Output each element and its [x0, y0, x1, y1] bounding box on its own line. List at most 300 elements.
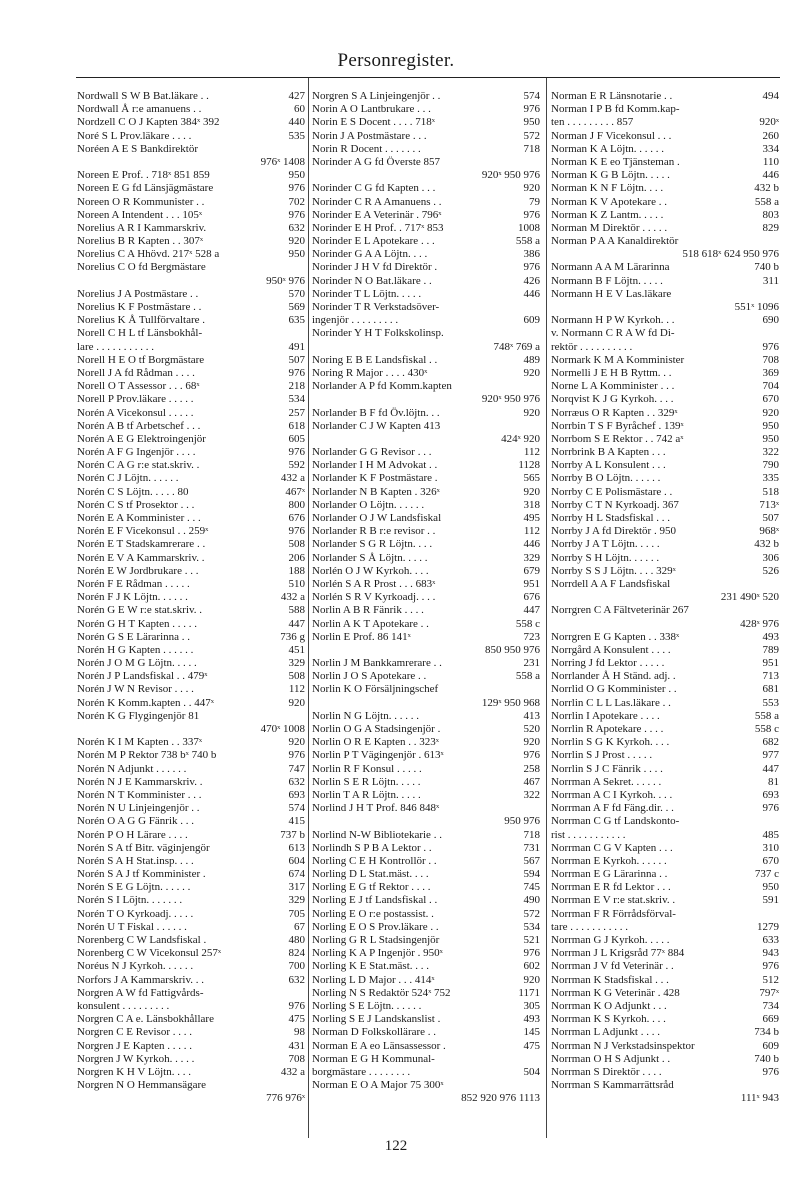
entry-name: Norén K I M Kapten . . 337ˣ: [77, 736, 203, 749]
entry-name: Norlin P T Vägingenjör . 613ˣ: [312, 749, 444, 762]
entry-name: Norén M P Rektor 738 bˣ 740 b: [77, 749, 217, 762]
entry-page-refs: 632: [288, 775, 305, 788]
entry-name: Norrlin S G K Kyrkoh. . . .: [551, 736, 670, 749]
entry-page-refs: 518 618ˣ 624 950 976: [682, 248, 779, 261]
entry-page-refs: 803: [762, 208, 779, 221]
entry-name: Norling D L Stat.mäst. . . .: [312, 868, 429, 881]
entry-name: Norlander S Å Löjtn. . . . .: [312, 551, 428, 564]
entry-page-refs: 800: [288, 498, 305, 511]
entry-name: Norenberg C W Landsfiskal .: [77, 934, 207, 946]
entry-name: Norlander I H M Advokat . .: [312, 459, 438, 472]
register-entry: [77, 512, 305, 525]
entry-name: Norén E F Vicekonsul . . 259ˣ: [77, 525, 209, 538]
entry-name: Norinder C G fd Kapten . . .: [312, 182, 436, 195]
register-entry: [77, 723, 305, 736]
entry-name: Norén C J Löjtn. . . . . .: [77, 472, 179, 485]
entry-name: Norqvist K J G Kyrkoh. . . .: [551, 393, 674, 406]
entry-name: borgmästare . . . . . . . .: [312, 1065, 411, 1078]
register-entry: [551, 407, 779, 420]
entry-name: Norén N T Komminister . . .: [77, 788, 202, 801]
entry-name: Norfors J A Kammarskriv. . .: [77, 973, 204, 986]
entry-page-refs: 507: [762, 512, 779, 524]
register-entry: [77, 974, 305, 987]
register-entry: [312, 697, 540, 710]
register-entry: [551, 486, 779, 499]
entry-page-refs: 518: [762, 485, 779, 498]
register-entry: [312, 472, 540, 485]
entry-page-refs: 485: [762, 828, 779, 841]
entry-page-refs: 734 b: [754, 1026, 779, 1039]
entry-page-refs: 976: [288, 182, 305, 195]
register-entry: [312, 499, 540, 512]
register-entry: [312, 842, 540, 855]
entry-page-refs: 491: [288, 340, 305, 353]
entry-page-refs: 470ˣ 1008: [260, 723, 305, 735]
entry-name: Norén P O H Lärare . . . .: [77, 828, 188, 841]
register-entry: [551, 1040, 779, 1053]
entry-name: Noreen E G fd Länsjägmästare: [77, 182, 214, 195]
entry-name: Norlin S E R Löjtn. . . . .: [312, 775, 421, 788]
entry-page-refs: 111ˣ 943: [740, 1092, 779, 1105]
entry-name: Norlin A B R Fänrik . . . .: [312, 604, 424, 617]
register-entry: [551, 209, 779, 222]
entry-page-refs: 920: [523, 366, 540, 379]
register-entry: [312, 301, 540, 314]
register-entry: [551, 538, 779, 551]
entry-page-refs: 676: [288, 512, 305, 524]
entry-page-refs: 535: [288, 129, 305, 142]
entry-name: Norén H G Kapten . . . . . .: [77, 643, 194, 656]
page-number: 122: [384, 1138, 408, 1154]
entry-name: Norlin R F Konsul . . . . .: [312, 762, 422, 775]
register-entry: [312, 130, 540, 143]
register-entry: [77, 301, 305, 314]
register-entry: [551, 182, 779, 195]
register-entry: [551, 235, 779, 248]
register-entry: [312, 829, 540, 842]
entry-name: Norring J fd Lektor . . . . .: [551, 657, 665, 670]
entry-page-refs: 920: [523, 973, 540, 986]
entry-name: Norrlander Å H Ständ. adj. .: [551, 670, 676, 683]
register-entry: [312, 486, 540, 499]
register-entry: [551, 776, 779, 789]
entry-page-refs: 446: [762, 169, 779, 182]
entry-name: Norén A Vicekonsul . . . . .: [77, 406, 194, 419]
entry-name: Norlander N B Kapten . 326ˣ: [312, 485, 440, 498]
register-entry: [312, 710, 540, 723]
entry-name: Norell H E O tf Borgmästare: [77, 353, 205, 366]
register-entry: [551, 763, 779, 776]
entry-page-refs: 708: [288, 1052, 305, 1065]
entry-name: Norman E O A Major 75 300ˣ: [312, 1079, 444, 1092]
register-entry: [77, 618, 305, 631]
entry-page-refs: 976ˣ 1408: [260, 155, 305, 168]
entry-name: Norling S E J Landskanslist .: [312, 1013, 441, 1026]
register-entry: [77, 1040, 305, 1053]
entry-name: Norinder J H V fd Direktör .: [312, 261, 438, 274]
entry-page-refs: 257: [288, 406, 305, 419]
entry-page-refs: 572: [523, 129, 540, 142]
entry-name: Norlin J O S Apotekare . .: [312, 670, 427, 683]
register-entry: [312, 987, 540, 1000]
entry-name: Norinder E A Veterinär . 796ˣ: [312, 208, 442, 221]
entry-name: Norling E G tf Rektor . . . .: [312, 881, 431, 894]
entry-name: Norén U T Fiskal . . . . . .: [77, 920, 187, 933]
entry-name: Norling E O S Prov.läkare . .: [312, 920, 439, 933]
entry-name: Norén A E G Elektroingenjör: [77, 432, 206, 445]
entry-name: Norén A B tf Arbetschef . . .: [77, 419, 201, 432]
register-entry: [312, 908, 540, 921]
entry-name: Norenberg C W Vicekonsul 257ˣ: [77, 947, 222, 960]
register-entry: [312, 538, 540, 551]
register-entry: [77, 433, 305, 446]
entry-name: Normelli J E H B Ryttm. . .: [551, 366, 672, 379]
register-entry: [551, 459, 779, 472]
register-entry: [551, 604, 779, 617]
entry-name: Norrbin T S F Byråchef . 139ˣ: [551, 419, 684, 432]
register-entry: [551, 275, 779, 288]
entry-page-refs: 605: [288, 432, 305, 445]
register-entry: [551, 960, 779, 973]
register-entry: [77, 116, 305, 129]
entry-page-refs: 415: [288, 815, 305, 828]
entry-page-refs: 920: [762, 406, 779, 419]
register-entry: [312, 921, 540, 934]
register-entry: [312, 156, 540, 169]
register-entry: [312, 868, 540, 881]
entry-page-refs: 747: [288, 762, 305, 775]
entry-name: Norling E O r:e postassist. .: [312, 907, 434, 920]
entry-name: Norrby J A T Löjtn. . . . .: [551, 538, 660, 551]
entry-page-refs: 306: [762, 551, 779, 564]
register-entry: [312, 354, 540, 367]
entry-name: Norén O A G G Fänrik . . .: [77, 815, 195, 828]
entry-page-refs: 829: [762, 221, 779, 234]
entry-page-refs: 920: [288, 736, 305, 749]
register-entry: [77, 288, 305, 301]
register-entry: [77, 631, 305, 644]
entry-name: Norén G H T Kapten . . . . .: [77, 617, 197, 630]
register-entry: [312, 763, 540, 776]
entry-page-refs: 679: [523, 564, 540, 577]
entry-page-refs: 558 a: [754, 709, 779, 722]
entry-page-refs: 507: [288, 353, 305, 366]
register-entry: [77, 486, 305, 499]
entry-name: Norman K A Löjtn. . . . . .: [551, 142, 665, 155]
entry-page-refs: 681: [762, 683, 779, 696]
register-entry: [77, 1079, 305, 1092]
register-entry: [551, 314, 779, 327]
register-entry: [551, 829, 779, 842]
register-entry: [312, 736, 540, 749]
register-entry: [77, 209, 305, 222]
entry-page-refs: 81: [768, 775, 779, 788]
entry-page-refs: 206: [288, 551, 305, 564]
entry-page-refs: 432 a: [280, 1065, 305, 1078]
entry-page-refs: 723: [523, 630, 540, 643]
entry-name: Norén J W N Revisor . . . .: [77, 683, 194, 696]
entry-page-refs: 674: [288, 868, 305, 881]
entry-name: Norrman K S Kyrkoh. . . .: [551, 1013, 666, 1026]
entry-page-refs: 670: [762, 393, 779, 406]
register-entry: [312, 657, 540, 670]
entry-page-refs: 386: [523, 248, 540, 261]
register-entry: [312, 393, 540, 406]
entry-page-refs: 112: [523, 446, 540, 459]
entry-page-refs: 708: [762, 353, 779, 366]
register-entry: [312, 881, 540, 894]
entry-page-refs: 558 a: [515, 235, 540, 248]
entry-name: Norelius C A Hhövd. 217ˣ 528 a: [77, 248, 220, 261]
register-entry: [551, 842, 779, 855]
register-entry: [312, 776, 540, 789]
register-entry: [551, 354, 779, 367]
register-entry: [77, 538, 305, 551]
entry-page-refs: 613: [288, 841, 305, 854]
entry-name: Norrgren C A Fältveterinär 267: [551, 604, 689, 617]
entry-page-refs: 231 490ˣ 520: [720, 591, 779, 604]
entry-name: Norén N U Linjeingenjör . .: [77, 802, 200, 815]
register-entry: [551, 433, 779, 446]
entry-page-refs: 824: [288, 947, 305, 960]
register-entry: [77, 802, 305, 815]
entry-name: Norrlin C L L Las.läkare . .: [551, 696, 671, 709]
entry-page-refs: 574: [523, 90, 540, 102]
entry-page-refs: 976: [523, 749, 540, 762]
register-entry: [312, 446, 540, 459]
register-entry: [312, 723, 540, 736]
register-entry: [312, 222, 540, 235]
entry-name: Norling L D Major . . . 414ˣ: [312, 973, 435, 986]
entry-page-refs: 79: [529, 195, 540, 208]
entry-page-refs: 705: [288, 907, 305, 920]
register-entry: [77, 499, 305, 512]
register-entry: [77, 1066, 305, 1079]
register-entry: [77, 565, 305, 578]
register-entry: [77, 407, 305, 420]
entry-name: Normann H E V Las.läkare: [551, 287, 672, 300]
register-entry: [77, 459, 305, 472]
entry-page-refs: 968ˣ: [759, 525, 779, 538]
entry-name: Norell J A fd Rådman . . . .: [77, 366, 195, 379]
entry-page-refs: 682: [762, 736, 779, 749]
entry-page-refs: 311: [762, 274, 779, 287]
register-entry: [77, 868, 305, 881]
entry-name: Norrdell A A F Landsfiskal: [551, 577, 671, 590]
register-entry: [312, 261, 540, 274]
register-entry: [312, 248, 540, 261]
entry-name: Norlin E Prof. 86 141ˣ: [312, 630, 411, 643]
entry-name: Norgren C A e. Länsbokhållare: [77, 1013, 214, 1026]
entry-name: Norgren J E Kapten . . . . .: [77, 1039, 192, 1052]
register-entry: [551, 921, 779, 934]
entry-page-refs: 693: [762, 788, 779, 801]
entry-page-refs: 322: [762, 446, 779, 459]
entry-name: Norén T O Kyrkoadj. . . . .: [77, 907, 194, 920]
entry-name: Norinder A G fd Överste 857: [312, 155, 441, 168]
entry-page-refs: 591: [762, 894, 779, 907]
entry-page-refs: 976: [288, 749, 305, 762]
entry-name: Norelius K F Postmästare . .: [77, 301, 202, 313]
entry-page-refs: 551ˣ 1096: [734, 301, 779, 313]
entry-name: Norén N Adjunkt . . . . . .: [77, 762, 187, 775]
register-entry: [551, 723, 779, 736]
entry-page-refs: 950: [523, 116, 540, 129]
register-entry: [551, 802, 779, 815]
entry-name: Norén C A G r:e stat.skriv. .: [77, 459, 200, 472]
entry-name: Norman D Folkskollärare . .: [312, 1026, 437, 1039]
register-entry: [77, 380, 305, 393]
entry-name: Norén E V A Kammarskriv. .: [77, 551, 205, 564]
register-entry: [77, 1000, 305, 1013]
register-entry: [551, 143, 779, 156]
entry-page-refs: 976: [288, 208, 305, 221]
register-entry: [77, 446, 305, 459]
entry-name: Norrman S Direktör . . . .: [551, 1065, 662, 1078]
entry-page-refs: 790: [762, 459, 779, 472]
entry-page-refs: 129ˣ 950 968: [481, 696, 540, 709]
entry-name: Norrman C G tf Landskonto-: [551, 815, 680, 828]
register-entry: [551, 169, 779, 182]
entry-name: Norén G E W r:e stat.skriv. .: [77, 604, 203, 617]
entry-page-refs: 188: [288, 564, 305, 577]
entry-page-refs: 446: [523, 287, 540, 300]
register-entry: [551, 670, 779, 683]
entry-name: Noréus N J Kyrkoh. . . . . .: [77, 960, 194, 973]
entry-page-refs: 737 b: [280, 828, 305, 841]
entry-page-refs: 335: [762, 472, 779, 485]
register-entry: [77, 90, 305, 103]
register-entry: [551, 261, 779, 274]
entry-name: Norman E G H Kommunal-: [312, 1052, 435, 1065]
register-entry: [77, 367, 305, 380]
entry-page-refs: 1128: [518, 459, 540, 472]
entry-name: Norrman C G V Kapten . . .: [551, 841, 673, 854]
entry-name: Norrlin S J C Fänrik . . . .: [551, 762, 663, 775]
entry-page-refs: 508: [288, 538, 305, 551]
entry-name: Norrman A Sekret. . . . . .: [551, 775, 662, 788]
entry-name: Norén F J K Löjtn. . . . . .: [77, 591, 188, 604]
register-entry: [312, 341, 540, 354]
entry-name: Norman E A eo Länsassessor .: [312, 1039, 446, 1052]
entry-name: Norlin T A R Löjtn. . . . .: [312, 788, 421, 801]
entry-page-refs: 558 a: [754, 195, 779, 208]
entry-name: Norling E J tf Landsfiskal . .: [312, 894, 438, 907]
entry-name: Norén K G Flygingenjör 81: [77, 709, 200, 722]
entry-name: Norrman K O Adjunkt . . .: [551, 999, 667, 1012]
register-entry: [77, 842, 305, 855]
entry-name: Norén F E Rådman . . . . .: [77, 577, 190, 590]
entry-name: Norin A O Lantbrukare . . .: [312, 103, 431, 116]
register-entry: [77, 261, 305, 274]
entry-name: Norén J P Landsfiskal . . 479ˣ: [77, 670, 208, 683]
register-entry: [312, 591, 540, 604]
entry-name: Norrman E V r:e stat.skriv. .: [551, 894, 676, 907]
entry-page-refs: 700: [288, 960, 305, 973]
register-entry: [551, 512, 779, 525]
entry-page-refs: 440: [288, 116, 305, 129]
entry-page-refs: 950: [288, 248, 305, 261]
entry-name: Norén K Komm.kapten . . 447ˣ: [77, 696, 214, 709]
entry-name: Norell O T Assessor . . . 68ˣ: [77, 380, 200, 393]
register-entry: [551, 657, 779, 670]
entry-name: Norman M Direktör . . . . .: [551, 221, 668, 234]
register-entry: [312, 578, 540, 591]
entry-name: Norgren C E Revisor . . . .: [77, 1026, 192, 1039]
entry-name: Norlin O G A Stadsingenjör .: [312, 723, 441, 735]
entry-name: Norlander G G Revisor . . .: [312, 446, 432, 459]
entry-page-refs: 432 a: [280, 472, 305, 485]
entry-page-refs: 920ˣ: [759, 116, 779, 129]
entry-page-refs: 618: [288, 419, 305, 432]
entry-page-refs: 950: [762, 432, 779, 445]
register-entry: [312, 934, 540, 947]
register-entry: [551, 367, 779, 380]
entry-name: Norrlin R Apotekare . . . .: [551, 723, 664, 735]
register-column-2: [312, 90, 540, 1105]
entry-page-refs: 943: [762, 947, 779, 960]
register-entry: [551, 116, 779, 129]
register-entry: [77, 1092, 305, 1105]
register-entry: [551, 380, 779, 393]
register-entry: [551, 710, 779, 723]
entry-page-refs: 428ˣ 976: [740, 617, 779, 630]
register-entry: [77, 960, 305, 973]
entry-page-refs: 534: [523, 920, 540, 933]
entry-name: Norin E S Docent . . . . 718ˣ: [312, 116, 435, 129]
entry-page-refs: 475: [523, 1039, 540, 1052]
entry-name: Norlander K F Postmästare .: [312, 472, 438, 485]
entry-name: Norinder Y H T Folkskolinsp.: [312, 327, 444, 340]
register-entry: [312, 1079, 540, 1092]
entry-name: Norelius A R I Kammarskriv.: [77, 221, 207, 234]
header-rule: [76, 77, 780, 78]
entry-page-refs: 976: [523, 947, 540, 960]
entry-name: Norén G S E Lärarinna . .: [77, 630, 191, 643]
register-entry: [77, 275, 305, 288]
entry-name: Norén S I Löjtn. . . . . . .: [77, 894, 183, 907]
entry-name: Norén S A tf Bitr. väginjengör: [77, 841, 210, 854]
entry-page-refs: 534: [288, 393, 305, 406]
entry-name: Nordwall Å r:e amanuens . .: [77, 103, 202, 116]
register-entry: [551, 934, 779, 947]
entry-page-refs: 1008: [518, 221, 540, 234]
entry-name: Norling K E Stat.mäst. . . .: [312, 960, 430, 973]
entry-page-refs: 426: [523, 274, 540, 287]
entry-name: Noring R Major . . . . 430ˣ: [312, 366, 428, 379]
register-entry: [551, 248, 779, 261]
entry-name: Norinder E L Apotekare . . .: [312, 235, 435, 248]
register-entry: [312, 894, 540, 907]
entry-page-refs: 676: [523, 591, 540, 604]
register-entry: [312, 1040, 540, 1053]
entry-name: Norrman A C I Kyrkoh. . . .: [551, 788, 673, 801]
entry-page-refs: 334: [762, 142, 779, 155]
entry-page-refs: 718: [523, 828, 540, 841]
entry-name: Norling K A P Ingenjör . 950ˣ: [312, 947, 443, 960]
entry-page-refs: 609: [523, 314, 540, 327]
entry-page-refs: 976: [762, 802, 779, 815]
entry-page-refs: 976: [762, 1065, 779, 1078]
register-entry: [312, 209, 540, 222]
entry-name: Norlind J H T Prof. 846 848ˣ: [312, 802, 440, 815]
entry-name: Norrman J V fd Veterinär . .: [551, 960, 674, 973]
entry-name: Norling G R L Stadsingenjör: [312, 934, 440, 946]
entry-page-refs: 258: [523, 762, 540, 775]
register-entry: [77, 697, 305, 710]
register-entry: [551, 103, 779, 116]
entry-page-refs: 504: [523, 1065, 540, 1078]
